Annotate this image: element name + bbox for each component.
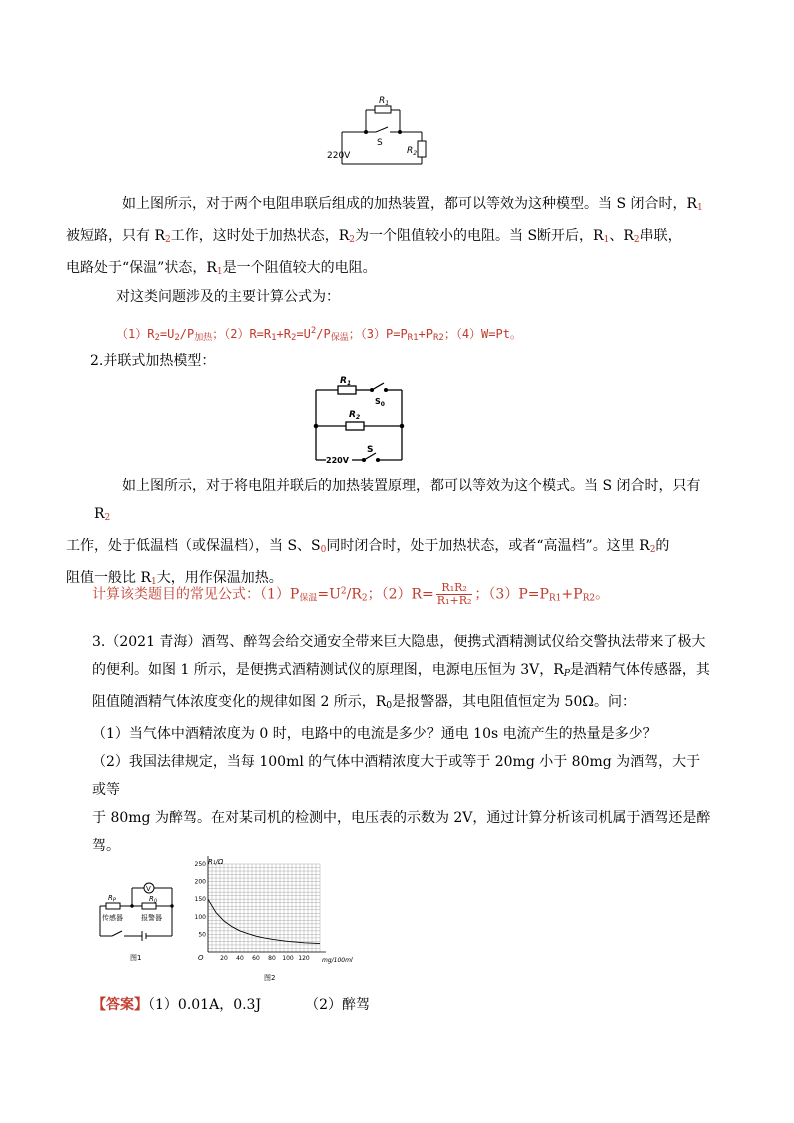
- chart-x-axis-label: mg/100ml: [322, 957, 353, 964]
- parallel-circuit-figure: [312, 372, 408, 468]
- series-formulas: $(1)R_2=U_2/P_{加热}$；$(2)R=R_1+R_2=U^2/P_{保温}$；$(3)P=P_{R1}+P_{R2}$；（4）W=Pt。: [116, 326, 522, 343]
- chart-x-tick-label: 120: [298, 955, 310, 962]
- series-model-paragraph: 如上图所示，对于两个电阻串联后组成的加热装置，都可以等效为这种模型。当 S 闭合时，$R_1$ 被短路，只有 $R_2$工作，这时处于加热状态，$R_2$为一个阻值较小的电阻。当 S断开后，$R_1$、$R_2$串联， 电路处于“保温”状态，$R_1$是一个阻值较大的电阻。: [66, 196, 703, 277]
- answer-part-1: （1）0.01A，0.3J: [148, 997, 262, 1013]
- question-3-part-1: （1）当气体中酒精浓度为 0 时，电路中的电流是多少？通电 10s 电流产生的热量是多少？: [92, 726, 657, 742]
- breathalyzer-circuit-figure: [92, 876, 182, 962]
- parallel-heading: 2.并联式加热模型：: [90, 353, 216, 369]
- answer-tag: 【答案】: [92, 997, 148, 1013]
- resistance-concentration-chart: [186, 852, 366, 984]
- chart-x-tick-label: 100: [282, 955, 294, 962]
- chart-y-tick-label: 200: [194, 878, 206, 886]
- series-circuit-figure: [325, 92, 445, 172]
- chart-y-tick-label: 100: [194, 913, 206, 921]
- chart-y-tick-label: 150: [194, 896, 206, 904]
- chart-x-tick-label: 40: [236, 955, 244, 962]
- parallel-model-paragraph: 如上图所示，对于将电阻并联后的加热装置原理，都可以等效为这个模式。当 S 闭合时，只有 $R_2$ 工作，处于低温档（或保温档），当 S、$S_0$同时闭合时，处于加热状态，或者“高温档”。这里 $R_2$的 阻值一般比 $R_1$大，用作保温加热。: [66, 478, 701, 587]
- question-3-line-1: 3.（2021 青海）酒驾、醉驾会给交通安全带来巨大隐患，便携式酒精测试仪给交警执法带来了极大: [92, 634, 706, 650]
- chart-x-tick-label: 60: [252, 955, 260, 962]
- question-3: [92, 628, 712, 860]
- figure-2-caption: 图2: [264, 974, 276, 982]
- chart-y-axis-label: R₁/Ω: [208, 858, 224, 866]
- question-3-line-2: 的便利。如图 1 所示，是便携式酒精测试仪的原理图，电源电压恒为 3V，$R_P$是酒精气体传感器，其: [92, 662, 710, 679]
- chart-x-tick-label: 80: [268, 955, 276, 962]
- chart-y-tick-label: 50: [198, 931, 206, 939]
- chart-x-tick-label: 20: [220, 955, 228, 962]
- question-3-part-2-line-1: （2）我国法律规定，当每 100ml 的气体中酒精浓度大于或等于 20mg 小于 80mg 为酒驾，大于或等: [92, 754, 701, 798]
- chart-origin-label: O: [198, 954, 204, 962]
- rp-label: $R_P$: [108, 894, 116, 904]
- r2-label: $R_2$: [407, 146, 418, 157]
- question-3-part-2-line-3: 驾。: [92, 838, 120, 854]
- sensor-label: 传感器: [102, 914, 123, 922]
- answer-part-2: （2）醉驾: [305, 997, 370, 1013]
- resistance-fraction: $\frac{\text{R₁R₂}}{\text{R₁+R₂}}$: [436, 581, 472, 607]
- s0-label: $S_0$: [375, 397, 385, 408]
- parallel-r2-label: $R_2$: [349, 410, 361, 421]
- parallel-s-label: S: [367, 445, 374, 455]
- chart-y-tick-label: 250: [194, 861, 206, 868]
- voltage-label: 220V: [327, 151, 351, 161]
- parallel-r1-label: $R_1$: [340, 376, 352, 387]
- question-3-line-3: 阻值随酒精气体浓度变化的规律如图 2 所示，$R_0$是报警器，其电阻值恒定为 50Ω。问：: [92, 694, 636, 711]
- r0-label: $R_0$: [149, 895, 158, 905]
- question-3-part-2-line-2: 于 80mg 为醉驾。在对某司机的检测中，电压表的示数为 2V，通过计算分析该司机属于酒驾还是醉: [92, 810, 711, 826]
- r1-label: $R_1$: [379, 96, 390, 107]
- parallel-voltage-label: 220V: [326, 456, 349, 465]
- switch-s-label: S: [377, 138, 383, 148]
- parallel-formulas: 计算该类题目的常见公式：$(1)P_{保温}=U^2/R_2$；（2）R= $\frac{\text{R₁R₂}}{\text{R₁+R₂}}$ ；$(3)P=P_{R1}+P_{R2}$。: [92, 581, 610, 607]
- formula-intro: 对这类问题涉及的主要计算公式为：: [116, 289, 340, 305]
- alarm-label: 报警器: [141, 914, 162, 922]
- answer-line: [92, 996, 370, 1014]
- figure-1-caption: 图1: [130, 954, 142, 962]
- voltmeter-label: V: [146, 885, 151, 893]
